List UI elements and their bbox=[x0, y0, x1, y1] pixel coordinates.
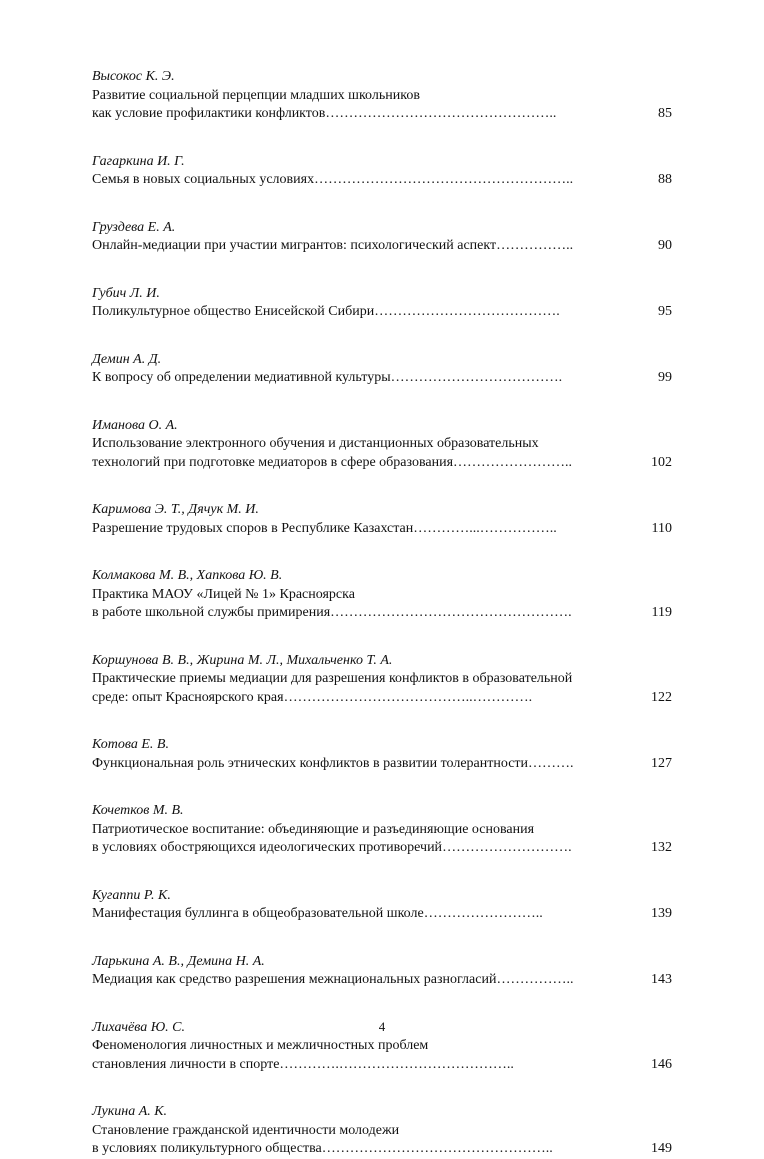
toc-entry-page-number: 85 bbox=[658, 106, 672, 121]
toc-entry bbox=[92, 68, 680, 124]
toc-entry-author: Ларькина А. В., Демина Н. А. bbox=[92, 953, 265, 969]
toc-entry-author: Иманова О. А. bbox=[92, 417, 178, 433]
toc-entry-title: Онлайн-медиации при участии мигрантов: психологический аспект bbox=[92, 238, 497, 253]
toc-entry-page-number: 88 bbox=[658, 172, 672, 187]
toc-entry-title: Использование электронного обучения и дистанционных образовательных bbox=[92, 436, 539, 451]
toc-entry bbox=[92, 736, 680, 773]
toc-entry-title-line bbox=[92, 237, 680, 256]
toc-entry-title: становления личности в спорте bbox=[92, 1056, 280, 1072]
toc-entry-title-line bbox=[92, 369, 680, 388]
toc-entry-author: Кочетков М. В. bbox=[92, 803, 184, 818]
toc-entry-leader-dots: …………….. bbox=[496, 238, 574, 253]
toc-entry-title: Практика МАОУ «Лицей № 1» Красноярска bbox=[92, 586, 355, 602]
toc-entry bbox=[92, 417, 680, 473]
toc-entry-title-line bbox=[92, 454, 680, 473]
toc-entry-page-number: 102 bbox=[651, 454, 672, 470]
toc-entry-title: в условиях поликультурного общества bbox=[92, 1141, 322, 1156]
toc-entry-title-line bbox=[92, 604, 680, 623]
toc-entry-page-number: 90 bbox=[658, 238, 672, 253]
toc-entry-title-line bbox=[92, 755, 680, 774]
toc-entry-title: Становление гражданской идентичности молодежи bbox=[92, 1122, 400, 1138]
toc-entry-author: Гагаркина И. Г. bbox=[92, 153, 185, 169]
toc-entry-title: Разрешение трудовых споров в Республике Казахстан bbox=[92, 520, 414, 536]
toc-entry-author: Груздева Е. А. bbox=[92, 219, 176, 235]
toc-entry-title: технологий при подготовке медиаторов в сфере образования bbox=[92, 454, 454, 470]
toc-entry-title-line bbox=[92, 520, 680, 539]
toc-entry-title-line bbox=[92, 105, 680, 124]
toc-entry-page-number: 132 bbox=[651, 840, 672, 855]
toc-entry-author: Демин А. Д. bbox=[92, 351, 162, 367]
toc-entry-author: Лукина А. К. bbox=[92, 1104, 168, 1119]
toc-entry bbox=[92, 501, 680, 538]
toc-entry-page-number: 143 bbox=[651, 972, 672, 987]
toc-entry-author: Высокос К. Э. bbox=[92, 69, 175, 84]
toc-entry-page-number: 127 bbox=[651, 755, 672, 771]
toc-entry-title: в условиях обостряющихся идеологических противоречий bbox=[92, 840, 443, 855]
toc-entry-page-number: 99 bbox=[658, 370, 672, 385]
toc-entry-title-line bbox=[92, 586, 680, 605]
toc-entry-leader-dots: ………………………………………….. bbox=[321, 1141, 553, 1156]
toc-entry-leader-dots: …………………………………. bbox=[374, 304, 560, 319]
toc-entry-page-number: 122 bbox=[651, 689, 672, 705]
toc-entry bbox=[92, 351, 680, 388]
toc-entry-title-line bbox=[92, 689, 680, 708]
toc-entry-leader-dots: ………….……………………………….. bbox=[279, 1056, 514, 1072]
toc-entry-title: Практические приемы медиации для разрешения конфликтов в образовательной bbox=[92, 671, 573, 686]
toc-entry bbox=[92, 652, 680, 708]
toc-entry-leader-dots: ……………………………………………….. bbox=[314, 172, 574, 187]
page-number-footer: 4 bbox=[378, 1019, 386, 1034]
toc-entry bbox=[92, 953, 680, 990]
toc-entry-page-number: 149 bbox=[651, 1141, 672, 1156]
toc-entry-author: Кугаппи Р. К. bbox=[92, 887, 171, 903]
toc-entry-leader-dots: ………………………………. bbox=[390, 370, 563, 385]
toc-entry-title-line bbox=[92, 670, 680, 689]
toc-entry-title-line bbox=[92, 87, 680, 106]
toc-entry bbox=[92, 567, 680, 623]
toc-entry-author: Каримова Э. Т., Дячук М. И. bbox=[92, 502, 259, 517]
toc-entry-title-line bbox=[92, 303, 680, 322]
toc-entry-leader-dots: …………….. bbox=[496, 972, 574, 987]
toc-entry bbox=[92, 285, 680, 322]
toc-entry-author: Колмакова М. В., Хапкова Ю. В. bbox=[92, 568, 283, 583]
toc-entry bbox=[92, 1103, 680, 1159]
toc-entry-title: Медиация как средство разрешения межнациональных разногласий bbox=[92, 972, 497, 987]
toc-entry-page-number: 110 bbox=[651, 520, 672, 536]
toc-entry bbox=[92, 153, 680, 190]
toc-entry-leader-dots: …………...…………….. bbox=[413, 520, 557, 536]
toc-entry-page-number: 95 bbox=[658, 304, 672, 319]
toc-entry-leader-dots: ………………………………………….. bbox=[325, 106, 557, 121]
toc-entry-title: среде: опыт Красноярского края bbox=[92, 689, 284, 705]
toc-entry-leader-dots: ………. bbox=[528, 755, 574, 771]
toc-entry-page-number: 139 bbox=[651, 906, 672, 921]
toc-entry-leader-dots: …………………….. bbox=[423, 906, 543, 921]
toc-entry-title-line bbox=[92, 839, 680, 858]
toc-entry-title-line bbox=[92, 1056, 680, 1075]
toc-entry-leader-dots: …………………….. bbox=[453, 454, 573, 470]
toc-entry-title: Функциональная роль этнических конфликтов в развитии толерантности bbox=[92, 755, 529, 771]
toc-entry-leader-dots: ……………………………………………. bbox=[330, 605, 572, 620]
toc-entry bbox=[92, 802, 680, 858]
toc-entry-title-line bbox=[92, 1037, 680, 1056]
toc-entry-title: Манифестация буллинга в общеобразовательной школе bbox=[92, 906, 424, 921]
toc-entry-title-line bbox=[92, 1140, 680, 1159]
toc-entry-title: Развитие социальной перцепции младших школьников bbox=[92, 87, 420, 103]
toc-entry-author: Лихачёва Ю. С. bbox=[92, 1019, 185, 1035]
toc-entry-title: в работе школьной службы примирения bbox=[92, 605, 331, 620]
toc-entry-title-line bbox=[92, 435, 680, 454]
toc-entry-author: Губич Л. И. bbox=[92, 285, 160, 301]
toc-entry-page-number: 119 bbox=[651, 605, 672, 620]
toc-entry-author: Котова Е. В. bbox=[92, 737, 169, 752]
toc-entry-leader-dots: ………………………. bbox=[442, 840, 572, 855]
toc-entry-title: Поликультурное общество Енисейской Сибири bbox=[92, 304, 375, 319]
toc-entry-title: как условие профилактики конфликтов bbox=[92, 106, 326, 121]
toc-entry-author: Коршунова В. В., Жирина М. Л., Михальченко Т. А. bbox=[92, 652, 393, 668]
toc-entry-title: Патриотическое воспитание: объединяющие и разъединяющие основания bbox=[92, 821, 535, 837]
toc-entry-leader-dots: …………………………………..…………. bbox=[283, 689, 533, 705]
toc-entry-title-line bbox=[92, 171, 680, 190]
toc-entry-title-line bbox=[92, 971, 680, 990]
toc-entry-title-line bbox=[92, 1122, 680, 1141]
toc-entry-title: Семья в новых социальных условиях bbox=[92, 172, 315, 187]
toc-entry-title: К вопросу об определении медиативной культуры bbox=[92, 370, 391, 385]
toc-entry bbox=[92, 219, 680, 256]
toc-entry bbox=[92, 887, 680, 924]
toc-entry-title: Феноменология личностных и межличностных проблем bbox=[92, 1038, 429, 1053]
table-of-contents bbox=[92, 68, 680, 1159]
toc-entry-title-line bbox=[92, 905, 680, 924]
toc-entry-title-line bbox=[92, 821, 680, 840]
toc-entry-page-number: 146 bbox=[651, 1056, 672, 1072]
